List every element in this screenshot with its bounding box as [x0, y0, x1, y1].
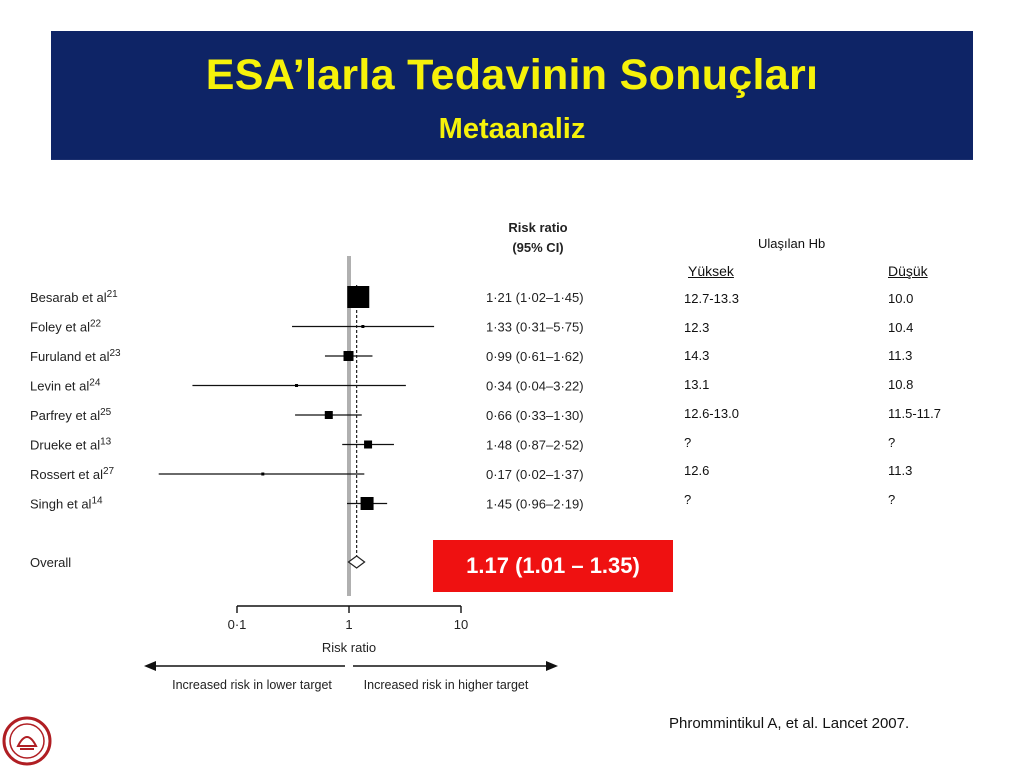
- study-reference: 22: [89, 318, 102, 330]
- hb-cell-low: 11.3: [888, 348, 913, 364]
- hb-header-low: Düşük: [888, 263, 928, 279]
- right-arrow-head: [546, 661, 558, 671]
- direction-right-label: Increased risk in higher target: [363, 678, 529, 692]
- study-name: Singh et $al^{14}$: [30, 495, 103, 512]
- slide-subtitle: Metaanaliz: [438, 113, 586, 145]
- x-axis-title: Risk ratio: [321, 640, 377, 655]
- study-reference: 14: [91, 495, 103, 507]
- hb-table-caption: Ulaşılan Hb: [758, 236, 826, 251]
- citation: Phrommintikul A, et al. Lancet 2007.: [669, 715, 910, 732]
- direction-left-label: Increased risk in lower target: [172, 678, 332, 692]
- ci-label: 1·48 (0·87–2·52): [486, 437, 584, 453]
- ci-label: 0·99 (0·61–1·62): [486, 349, 584, 364]
- study-name: Levin et $al^{24}$: [30, 377, 101, 394]
- hb-cell-low: 10.0: [888, 291, 914, 306]
- study-name: Furuland et $al^{23}$: [30, 348, 121, 364]
- study-reference: 24: [89, 377, 101, 389]
- ci-column-subheader: (95% CI): [512, 240, 564, 255]
- point-estimate-square: [364, 441, 372, 449]
- hb-cell-low: ?: [888, 491, 896, 507]
- hb-cell-high: ?: [684, 434, 692, 450]
- overall-estimate-box: 1.17 (1.01 – 1.35): [433, 540, 673, 592]
- hb-cell-low: ?: [888, 434, 896, 450]
- hb-header-high: Yüksek: [688, 263, 734, 279]
- study-reference: 21: [106, 289, 118, 300]
- hb-cell-high: ?: [684, 491, 692, 507]
- ci-label: 1·33 (0·31–5·75): [486, 319, 584, 335]
- study-name: Parfrey et $al^{25}$: [30, 407, 112, 423]
- x-tick-label: 1: [345, 617, 353, 632]
- study-name: Foley et $al^{22}$: [30, 318, 102, 335]
- point-estimate-square: [344, 351, 354, 361]
- hb-cell-high: 12.6: [684, 463, 710, 479]
- hb-cell-low: 11.3: [888, 463, 913, 479]
- point-estimate-square: [361, 325, 364, 328]
- slide-title: ESA’larla Tedavinin Sonuçları: [205, 51, 819, 99]
- point-estimate-square: [325, 411, 333, 419]
- hb-cell-low: 11.5-11.7: [888, 405, 942, 421]
- hb-cell-high: 13.1: [684, 377, 710, 393]
- ci-label: 0·34 (0·04–3·22): [486, 378, 584, 394]
- hb-cell-low: 10.8: [888, 377, 914, 393]
- study-name: Besarab et $al^{21}$: [30, 289, 118, 305]
- ci-column-header: Risk ratio: [508, 220, 568, 235]
- ci-label: 1·45 (0·96–2·19): [486, 496, 584, 512]
- university-seal-logo: [2, 716, 52, 766]
- point-estimate-square: [347, 286, 369, 308]
- study-reference: 23: [109, 348, 121, 359]
- study-name: Rossert et $al^{27}$: [30, 466, 115, 482]
- study-reference: 27: [102, 466, 115, 477]
- ci-label: 0·66 (0·33–1·30): [486, 408, 584, 423]
- study-name: Drueke et $al^{13}$: [30, 436, 112, 453]
- ci-label: 1·21 (1·02–1·45): [486, 290, 584, 305]
- hb-cell-high: 12.3: [684, 319, 710, 335]
- point-estimate-square: [295, 384, 298, 387]
- hb-cell-low: 10.4: [888, 319, 914, 335]
- left-arrow-head: [144, 661, 156, 671]
- point-estimate-square: [361, 497, 374, 510]
- overall-label: Overall: [30, 555, 72, 570]
- hb-cell-high: 12.7-13.3: [684, 291, 739, 306]
- x-tick-label: 0·1: [227, 617, 247, 632]
- point-estimate-square: [261, 473, 264, 476]
- hb-cell-high: 14.3: [684, 348, 710, 364]
- ci-label: 0·17 (0·02–1·37): [486, 467, 584, 482]
- study-reference: 25: [100, 407, 112, 418]
- x-tick-label: 10: [453, 617, 469, 632]
- study-reference: 13: [100, 436, 112, 448]
- hb-cell-high: 12.6-13.0: [684, 405, 739, 421]
